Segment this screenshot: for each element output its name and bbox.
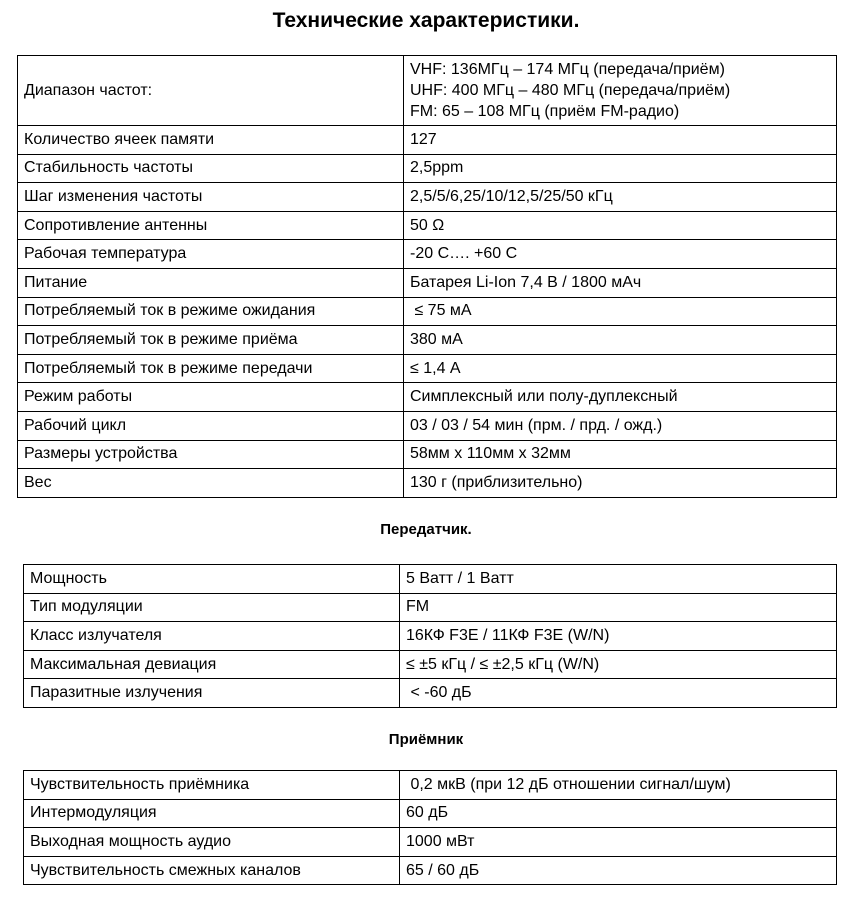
table-row-frequency-range <box>18 56 837 126</box>
spec-value: Батарея Li-Ion 7,4 В / 1800 мАч <box>404 268 837 297</box>
table-row <box>18 240 837 269</box>
section-title-receiver: Приёмник <box>388 731 464 748</box>
table-row <box>18 469 837 498</box>
page-title: Технические характеристики. <box>272 9 580 32</box>
spec-label: Потребляемый ток в режиме передачи <box>18 354 404 383</box>
frequency-band-line: FM: 65 – 108 МГц (приём FM-радио) <box>410 103 680 120</box>
spec-label: Питание <box>18 268 404 297</box>
section-title-transmitter: Передатчик. <box>380 521 472 538</box>
spec-label: Сопротивление антенны <box>18 211 404 240</box>
spec-label: Вес <box>18 469 404 498</box>
spec-label: Чувствительность смежных каналов <box>24 856 400 885</box>
table-row <box>18 354 837 383</box>
spec-value: FM <box>400 593 837 622</box>
table-row <box>24 679 837 708</box>
table-row <box>24 650 837 679</box>
spec-label: Потребляемый ток в режиме приёма <box>18 326 404 355</box>
spec-value: < -60 дБ <box>400 679 837 708</box>
table-row <box>18 211 837 240</box>
spec-label: Стабильность частоты <box>18 154 404 183</box>
table-row <box>24 593 837 622</box>
spec-value: 50 Ω <box>404 211 837 240</box>
table-row <box>18 297 837 326</box>
frequency-band-line: UHF: 400 МГц – 480 МГц (передача/приём) <box>410 82 731 99</box>
spec-label: Шаг изменения частоты <box>18 183 404 212</box>
table-row <box>24 828 837 857</box>
spec-value: 58мм х 110мм х 32мм <box>404 440 837 469</box>
table-row <box>24 856 837 885</box>
spec-label: Максимальная девиация <box>24 650 400 679</box>
spec-label: Диапазон частот: <box>18 56 404 126</box>
table-row <box>18 154 837 183</box>
table-row <box>18 411 837 440</box>
spec-value: 03 / 03 / 54 мин (прм. / прд. / ожд.) <box>404 411 837 440</box>
specifications-table <box>17 55 837 498</box>
table-row <box>18 383 837 412</box>
spec-label: Тип модуляции <box>24 593 400 622</box>
table-row <box>18 440 837 469</box>
table-row <box>24 622 837 651</box>
spec-label: Режим работы <box>18 383 404 412</box>
spec-label: Класс излучателя <box>24 622 400 651</box>
spec-label: Выходная мощность аудио <box>24 828 400 857</box>
table-row <box>18 183 837 212</box>
spec-label: Рабочий цикл <box>18 411 404 440</box>
table-row <box>18 126 837 155</box>
spec-value: Симплексный или полу-дуплексный <box>404 383 837 412</box>
spec-value: 1000 мВт <box>400 828 837 857</box>
spec-value: ≤ ±5 кГц / ≤ ±2,5 кГц (W/N) <box>400 650 837 679</box>
table-row <box>24 771 837 800</box>
spec-value: 5 Ватт / 1 Ватт <box>400 565 837 594</box>
table-row <box>18 268 837 297</box>
spec-value: 65 / 60 дБ <box>400 856 837 885</box>
spec-value <box>404 56 837 126</box>
spec-value: ≤ 1,4 А <box>404 354 837 383</box>
spec-label: Интермодуляция <box>24 799 400 828</box>
spec-label: Чувствительность приёмника <box>24 771 400 800</box>
table-row <box>18 326 837 355</box>
table-row <box>24 799 837 828</box>
spec-value: 2,5ppm <box>404 154 837 183</box>
spec-value: 2,5/5/6,25/10/12,5/25/50 кГц <box>404 183 837 212</box>
spec-value: 16КФ F3E / 11КФ F3E (W/N) <box>400 622 837 651</box>
table-row <box>24 565 837 594</box>
transmitter-table <box>23 564 837 708</box>
spec-label: Рабочая температура <box>18 240 404 269</box>
spec-value: -20 C…. +60 C <box>404 240 837 269</box>
spec-label: Мощность <box>24 565 400 594</box>
receiver-table <box>23 770 837 885</box>
spec-label: Количество ячеек памяти <box>18 126 404 155</box>
spec-value: 60 дБ <box>400 799 837 828</box>
spec-label: Размеры устройства <box>18 440 404 469</box>
spec-value: 0,2 мкВ (при 12 дБ отношении сигнал/шум) <box>400 771 837 800</box>
frequency-band-line: VHF: 136МГц – 174 МГц (передача/приём) <box>410 61 725 78</box>
spec-label: Паразитные излучения <box>24 679 400 708</box>
spec-value: 380 мА <box>404 326 837 355</box>
spec-value: 127 <box>404 126 837 155</box>
spec-value: 130 г (приблизительно) <box>404 469 837 498</box>
spec-label: Потребляемый ток в режиме ожидания <box>18 297 404 326</box>
spec-value: ≤ 75 мА <box>404 297 837 326</box>
